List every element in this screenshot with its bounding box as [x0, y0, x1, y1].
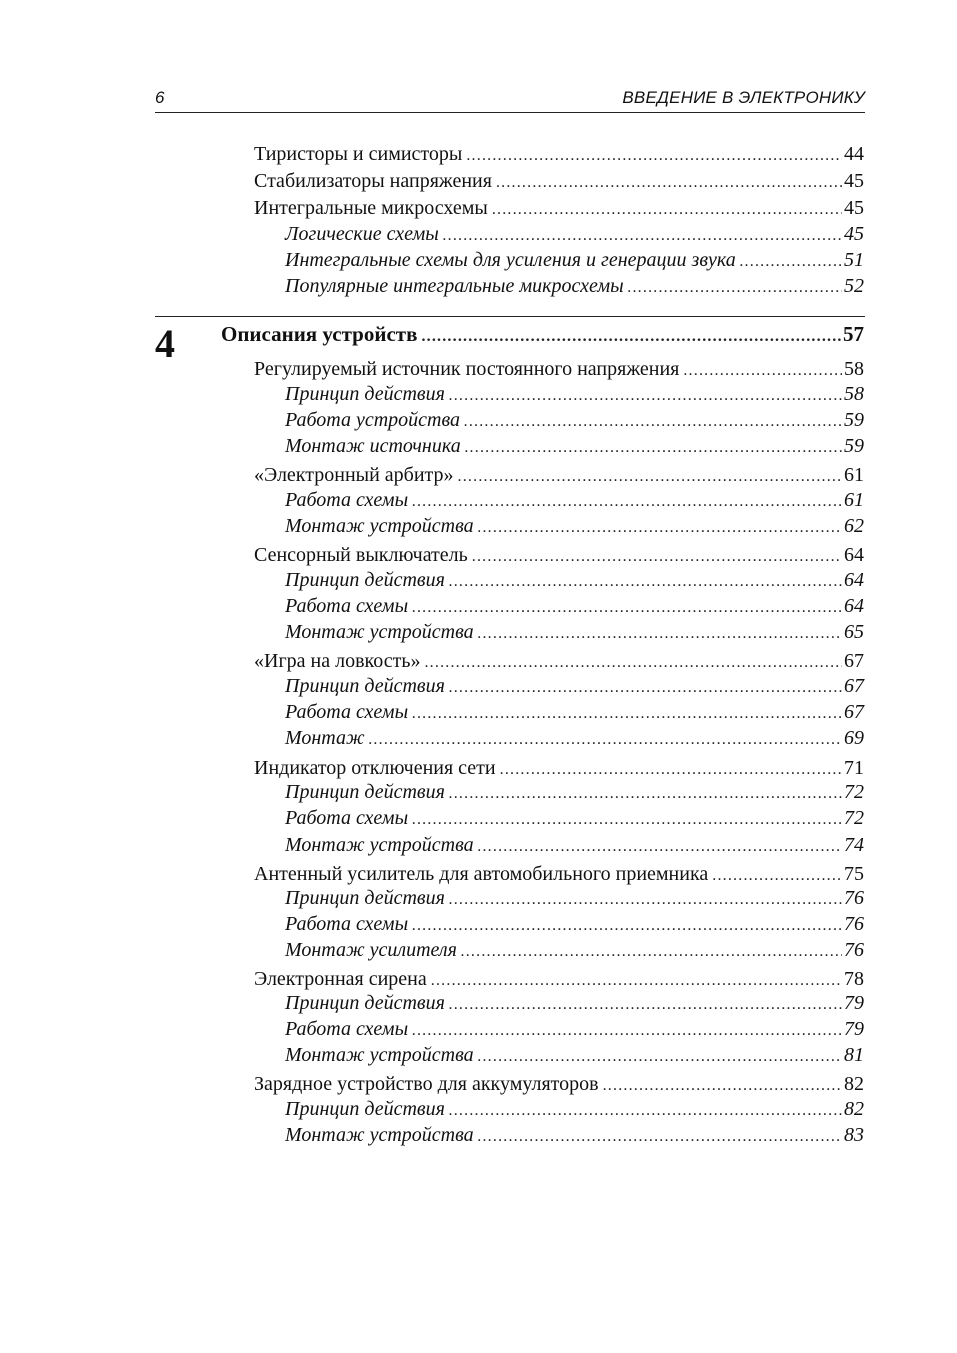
toc-entry[interactable] [0, 1071, 957, 1097]
toc-entry-page: 61 [844, 489, 864, 511]
toc-entry-page: 83 [844, 1124, 864, 1146]
dot-leader [449, 675, 842, 701]
toc-entry-title: Монтаж [285, 727, 365, 749]
dot-leader [478, 834, 842, 860]
toc-entry-page: 58 [844, 383, 864, 405]
toc-entry[interactable] [0, 356, 957, 382]
toc-subentry[interactable] [0, 513, 957, 539]
toc-subentry[interactable] [0, 779, 957, 805]
toc-entry-title: Регулируемый источник постоянного напряжения [254, 358, 680, 380]
dot-leader [412, 701, 842, 727]
toc-entry-page: 72 [844, 781, 864, 803]
toc-entry-title: Работа схемы [285, 489, 409, 511]
toc-entry-page: 64 [844, 544, 864, 566]
toc-subentry[interactable] [0, 567, 957, 593]
toc-entry-title: Электронная сирена [254, 968, 427, 990]
toc-subentry[interactable] [0, 699, 957, 725]
dot-leader [412, 1018, 842, 1044]
dot-leader [464, 409, 842, 435]
toc-subentry[interactable] [0, 1096, 957, 1122]
toc-entry-page: 45 [844, 223, 864, 245]
toc-entry-page: 51 [844, 249, 864, 271]
toc-entry-title: Популярные интегральные микросхемы [285, 275, 624, 297]
dot-leader [443, 223, 842, 249]
toc-entry-page: 44 [844, 143, 864, 165]
toc-subentry[interactable] [0, 990, 957, 1016]
toc-entry-title: Принцип действия [285, 1098, 445, 1120]
toc-subentry[interactable] [0, 911, 957, 937]
toc-entry-page: 52 [844, 275, 864, 297]
toc-entry-title: Монтаж источника [285, 435, 461, 457]
toc-entry-page: 79 [844, 992, 864, 1014]
dot-leader [369, 727, 842, 753]
toc-entry-page: 69 [844, 727, 864, 749]
dot-leader [466, 143, 842, 169]
toc-entry[interactable] [0, 648, 957, 674]
toc-entry-title: Логические схемы [285, 223, 439, 245]
dot-leader [412, 489, 842, 515]
toc-entry-title: Принцип действия [285, 781, 445, 803]
toc-entry-page: 59 [844, 409, 864, 431]
toc-entry-title: «Игра на ловкость» [254, 650, 421, 672]
toc-entry-page: 76 [844, 939, 864, 961]
toc-subentry[interactable] [0, 433, 957, 459]
chapter-divider [155, 316, 865, 317]
toc-subentry[interactable] [0, 619, 957, 645]
toc-entry-title: Тиристоры и симисторы [254, 143, 463, 165]
toc-entry[interactable] [0, 861, 957, 887]
toc-entry-page: 76 [844, 913, 864, 935]
dot-leader [461, 939, 842, 965]
toc-entry-title: Монтаж усилителя [285, 939, 457, 961]
toc-entry[interactable] [0, 195, 957, 221]
dot-leader [740, 249, 842, 275]
toc-entry-title: Монтаж устройства [285, 834, 474, 856]
dot-leader [465, 435, 842, 461]
toc-subentry[interactable] [0, 1122, 957, 1148]
toc-subentry[interactable] [0, 273, 957, 299]
toc-entry[interactable] [0, 168, 957, 194]
toc-entry-title: Принцип действия [285, 383, 445, 405]
toc-subentry[interactable] [0, 885, 957, 911]
dot-leader [412, 595, 842, 621]
toc-entry-page: 61 [844, 464, 864, 486]
dot-leader [449, 383, 842, 409]
toc-entry-page: 72 [844, 807, 864, 829]
toc-entry-page: 64 [844, 569, 864, 591]
toc-entry-page: 62 [844, 515, 864, 537]
dot-leader [412, 807, 842, 833]
toc-entry-page: 45 [844, 170, 864, 192]
toc-entry-title: Индикатор отключения сети [254, 757, 496, 779]
dot-leader [628, 275, 842, 301]
toc-subentry[interactable] [0, 407, 957, 433]
toc-entry-page: 67 [844, 650, 864, 672]
dot-leader [478, 1124, 842, 1150]
dot-leader [496, 170, 842, 196]
toc-entry-title: Принцип действия [285, 675, 445, 697]
dot-leader [478, 515, 842, 541]
toc-entry-title: Принцип действия [285, 569, 445, 591]
toc-subentry[interactable] [0, 725, 957, 751]
toc-entry-page: 79 [844, 1018, 864, 1040]
toc-entry-title: Стабилизаторы напряжения [254, 170, 492, 192]
chapter-title: Описания устройств [221, 322, 418, 346]
toc-subentry[interactable] [0, 1042, 957, 1068]
toc-subentry[interactable] [0, 487, 957, 513]
dot-leader [412, 913, 842, 939]
dot-leader [478, 1044, 842, 1070]
toc-entry[interactable] [0, 755, 957, 781]
chapter-page: 57 [843, 322, 864, 346]
toc-entry-title: Интегральные схемы для усиления и генерации звука [285, 249, 736, 271]
toc-entry-title: Монтаж устройства [285, 1044, 474, 1066]
page-number: 6 [155, 88, 165, 107]
toc-subentry[interactable] [0, 593, 957, 619]
toc-entry-title: Монтаж устройства [285, 1124, 474, 1146]
toc-entry-page: 67 [844, 701, 864, 723]
toc-entry-page: 78 [844, 968, 864, 990]
toc-entry-title: Принцип действия [285, 992, 445, 1014]
toc-entry-page: 75 [844, 863, 864, 885]
book-title: ВВЕДЕНИЕ В ЭЛЕКТРОНИКУ [622, 88, 865, 107]
toc-subentry[interactable] [0, 832, 957, 858]
toc-entry-page: 67 [844, 675, 864, 697]
toc-entry-page: 74 [844, 834, 864, 856]
dot-leader [449, 781, 842, 807]
toc-entry-title: Работа схемы [285, 913, 409, 935]
toc-entry-title: Работа схемы [285, 807, 409, 829]
toc-entry-page: 45 [844, 197, 864, 219]
toc-entry-title: Монтаж устройства [285, 515, 474, 537]
dot-leader [449, 1098, 842, 1124]
toc-entry-page: 71 [844, 757, 864, 779]
dot-leader [449, 569, 842, 595]
toc-entry[interactable] [0, 966, 957, 992]
toc-entry-title: Работа устройства [285, 409, 460, 431]
toc-entry-page: 82 [844, 1073, 864, 1095]
toc-entry-page: 58 [844, 358, 864, 380]
toc-entry-page: 76 [844, 887, 864, 909]
toc-entry[interactable] [0, 462, 957, 488]
toc-entry[interactable] [0, 542, 957, 568]
toc-subentry[interactable] [0, 381, 957, 407]
toc-entry-title: Антенный усилитель для автомобильного приемника [254, 863, 709, 885]
toc-entry-title: «Электронный арбитр» [254, 464, 454, 486]
dot-leader [449, 992, 842, 1018]
toc-entry-page: 64 [844, 595, 864, 617]
toc-entry-title: Работа схемы [285, 1018, 409, 1040]
toc-entry-title: Принцип действия [285, 887, 445, 909]
toc-entry-page: 65 [844, 621, 864, 643]
toc-entry-title: Работа схемы [285, 595, 409, 617]
toc-subentry[interactable] [0, 937, 957, 963]
dot-leader [492, 197, 842, 223]
toc-subentry[interactable] [0, 247, 957, 273]
chapter-heading[interactable] [0, 321, 957, 347]
running-header [155, 88, 865, 113]
toc-entry[interactable] [0, 141, 957, 167]
toc-entry-title: Монтаж устройства [285, 621, 474, 643]
dot-leader [449, 887, 842, 913]
toc-entry-title: Зарядное устройство для аккумуляторов [254, 1073, 599, 1095]
toc-subentry[interactable] [0, 1016, 957, 1042]
toc-subentry[interactable] [0, 221, 957, 247]
toc-entry-page: 59 [844, 435, 864, 457]
toc-subentry[interactable] [0, 673, 957, 699]
dot-leader [478, 621, 842, 647]
dot-leader [421, 324, 841, 350]
chapter-number: 4 [155, 321, 175, 366]
toc-entry-title: Работа схемы [285, 701, 409, 723]
toc-entry-title: Интегральные микросхемы [254, 197, 488, 219]
toc-entry-page: 81 [844, 1044, 864, 1066]
toc-entry-title: Сенсорный выключатель [254, 544, 468, 566]
toc-entry-page: 82 [844, 1098, 864, 1120]
toc-subentry[interactable] [0, 805, 957, 831]
